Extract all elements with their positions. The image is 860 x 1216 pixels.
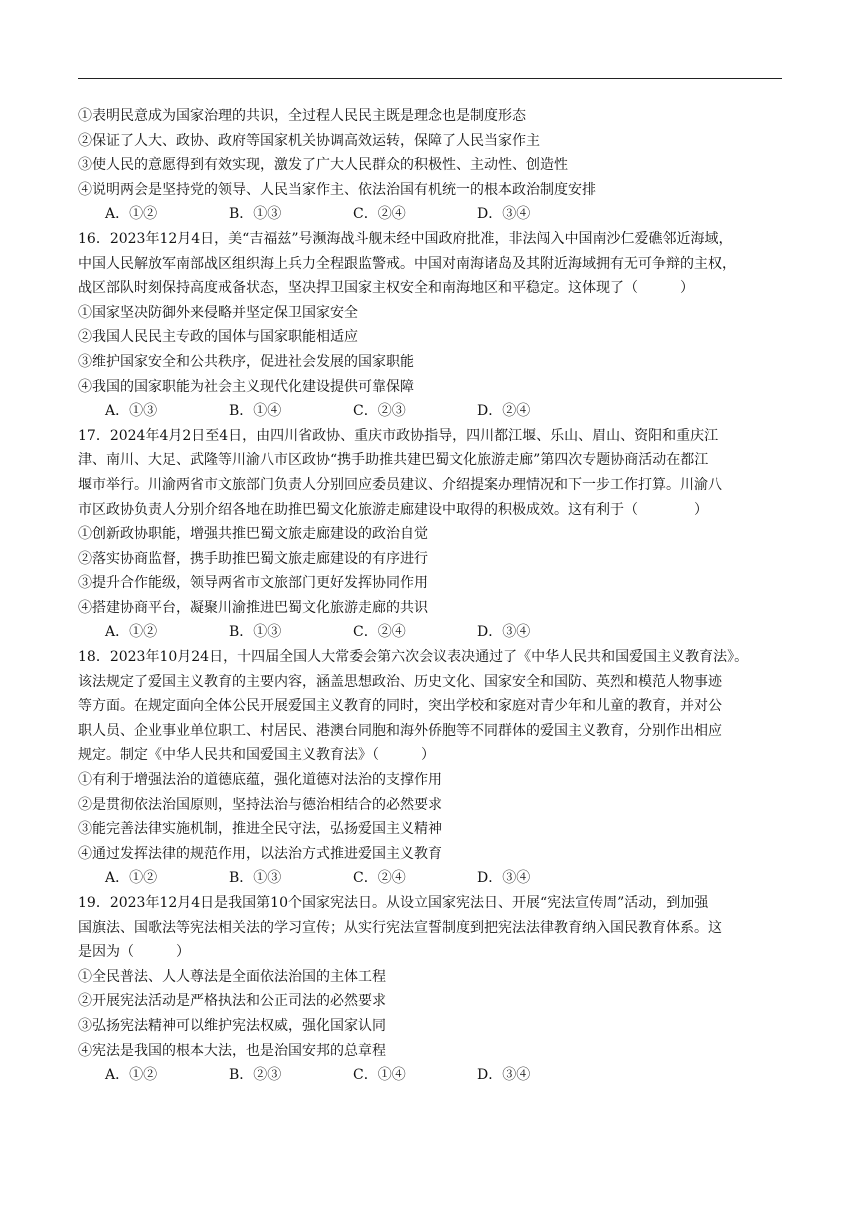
choice-b[interactable]: B．①③: [229, 624, 282, 641]
choice-a[interactable]: A．①②: [105, 206, 158, 223]
choice-d[interactable]: D．③④: [477, 206, 531, 223]
option-line: ③提升合作能级，领导两省市文旅部门更好发挥协同作用: [78, 575, 428, 592]
choice-a[interactable]: A．①②: [105, 1067, 158, 1084]
option-line: ②落实协商监督，携手助推巴蜀文旅走廊建设的有序进行: [78, 550, 428, 567]
question-stem-line: 市区政协负责人分别介绍各地在助推巴蜀文化旅游走廊建设中取得的积极成效。这有利于（ ）: [78, 501, 708, 518]
choice-b[interactable]: B．②③: [229, 1067, 282, 1084]
question-18: [78, 645, 782, 891]
answer-choices: [78, 399, 782, 424]
question-stem-line: 国旗法、国歌法等宪法相关法的学习宣传；从实行宪法宣誓制度到把宪法法律教育纳入国民教育体系。这: [78, 919, 722, 936]
option-line: ③使人民的意愿得到有效实现，激发了广大人民群众的积极性、主动性、创造性: [78, 157, 568, 174]
question-stem-line: 中国人民解放军南部战区组织海上兵力全程跟监警戒。中国对南海诸岛及其附近海域拥有无可争辩的主权，: [78, 255, 736, 272]
question-stem-line: 堰市举行。川渝两省市文旅部门负责人分别回应委员建议、介绍提案办理情况和下一步工作打算。川渝八: [78, 476, 722, 493]
choice-c[interactable]: C．②④: [353, 206, 406, 223]
answer-choices: [78, 866, 782, 891]
choice-d[interactable]: D．②④: [477, 403, 531, 420]
question-stem-line: 该法规定了爱国主义教育的主要内容，涵盖思想政治、历史文化、国家安全和国防、英烈和模范人物事迹: [78, 673, 722, 690]
choice-d[interactable]: D．③④: [477, 1067, 531, 1084]
question-16: [78, 227, 782, 424]
choice-a[interactable]: A．①②: [105, 870, 158, 887]
option-line: ②是贯彻依法治国原则，坚持法治与德治相结合的必然要求: [78, 796, 442, 813]
question-stem-line: 职人员、企业事业单位职工、村居民、港澳台同胞和海外侨胞等不同群体的爱国主义教育，分别作出相应: [78, 722, 722, 739]
question-19: [78, 891, 782, 1088]
answer-choices: [78, 1063, 782, 1088]
option-line: ①国家坚决防御外来侵略并坚定保卫国家安全: [78, 304, 358, 321]
option-line: ①表明民意成为国家治理的共识，全过程人民民主既是理念也是制度形态: [78, 108, 526, 124]
choice-c[interactable]: C．②③: [353, 403, 406, 420]
choice-b[interactable]: B．①③: [229, 870, 282, 887]
question-15-tail: [78, 104, 782, 227]
option-line: ②开展宪法活动是严格执法和公正司法的必然要求: [78, 993, 386, 1010]
option-line: ②保证了人大、政协、政府等国家机关协调高效运转，保障了人民当家作主: [78, 132, 540, 149]
option-line: ④我国的国家职能为社会主义现代化建设提供可靠保障: [78, 378, 414, 395]
option-line: ①有利于增强法治的道德底蕴，强化道德对法治的支撑作用: [78, 772, 442, 789]
question-stem-line: 19．2023年12月4日是我国第10个国家宪法日。从设立国家宪法日、开展“宪法宣传周”活动，到加强: [78, 895, 709, 911]
option-line: ②我国人民民主专政的国体与国家职能相适应: [78, 329, 358, 346]
question-stem-line: 等方面。在规定面向全体公民开展爱国主义教育的同时，突出学校和家庭对青少年和儿童的教育，并对公: [78, 698, 722, 715]
option-line: ③能完善法律实施机制，推进全民守法，弘扬爱国主义精神: [78, 821, 442, 838]
question-stem-line: 规定。制定《中华人民共和国爱国主义教育法》（ ）: [78, 747, 435, 764]
option-line: ③弘扬宪法精神可以维护宪法权威，强化国家认同: [78, 1017, 386, 1034]
header-rule: [78, 78, 782, 79]
option-line: ④宪法是我国的根本大法，也是治国安邦的总章程: [78, 1042, 386, 1059]
choice-d[interactable]: D．③④: [477, 870, 531, 887]
question-stem-line: 18．2023年10月24日，十四届全国人大常委会第六次会议表决通过了《中华人民共和国爱国主义教育法》。: [78, 649, 749, 666]
question-stem-line: 是因为（ ）: [78, 944, 190, 961]
option-line: ④搭建协商平台，凝聚川渝推进巴蜀文化旅游走廊的共识: [78, 599, 428, 616]
choice-d[interactable]: D．③④: [477, 624, 531, 641]
answer-choices: [78, 620, 782, 645]
question-17: [78, 424, 782, 645]
choice-c[interactable]: C．②④: [353, 870, 406, 887]
choice-b[interactable]: B．①④: [229, 403, 282, 420]
question-stem-line: 17．2024年4月2日至4日，由四川省政协、重庆市政协指导，四川都江堰、乐山、眉山、资阳和重庆江: [78, 427, 719, 444]
option-line: ④说明两会是坚持党的领导、人民当家作主、依法治国有机统一的根本政治制度安排: [78, 181, 596, 198]
question-stem-line: 津、南川、大足、武隆等川渝八市区政协“携手助推共建巴蜀文化旅游走廊”第四次专题协商活动在都江: [78, 452, 709, 469]
choice-a[interactable]: A．①②: [105, 624, 158, 641]
answer-choices: [78, 202, 782, 227]
option-line: ③维护国家安全和公共秩序，促进社会发展的国家职能: [78, 353, 414, 370]
question-stem-line: 16．2023年12月4日，美“吉福兹”号濒海战斗舰未经中国政府批准，非法闯入中国南沙仁爱礁邻近海域，: [78, 230, 733, 247]
choice-c[interactable]: C．①④: [353, 1067, 406, 1084]
option-line: ①全民普法、人人尊法是全面依法治国的主体工程: [78, 968, 386, 985]
exam-page-content: [78, 104, 782, 1088]
choice-b[interactable]: B．①③: [229, 206, 282, 223]
option-line: ①创新政协职能，增强共推巴蜀文旅走廊建设的政治自觉: [78, 526, 428, 543]
choice-a[interactable]: A．①③: [105, 403, 158, 420]
choice-c[interactable]: C．②④: [353, 624, 406, 641]
option-line: ④通过发挥法律的规范作用，以法治方式推进爱国主义教育: [78, 845, 442, 862]
question-stem-line: 战区部队时刻保持高度戒备状态，坚决捍卫国家主权安全和南海地区和平稳定。这体现了（ ）: [78, 280, 694, 297]
